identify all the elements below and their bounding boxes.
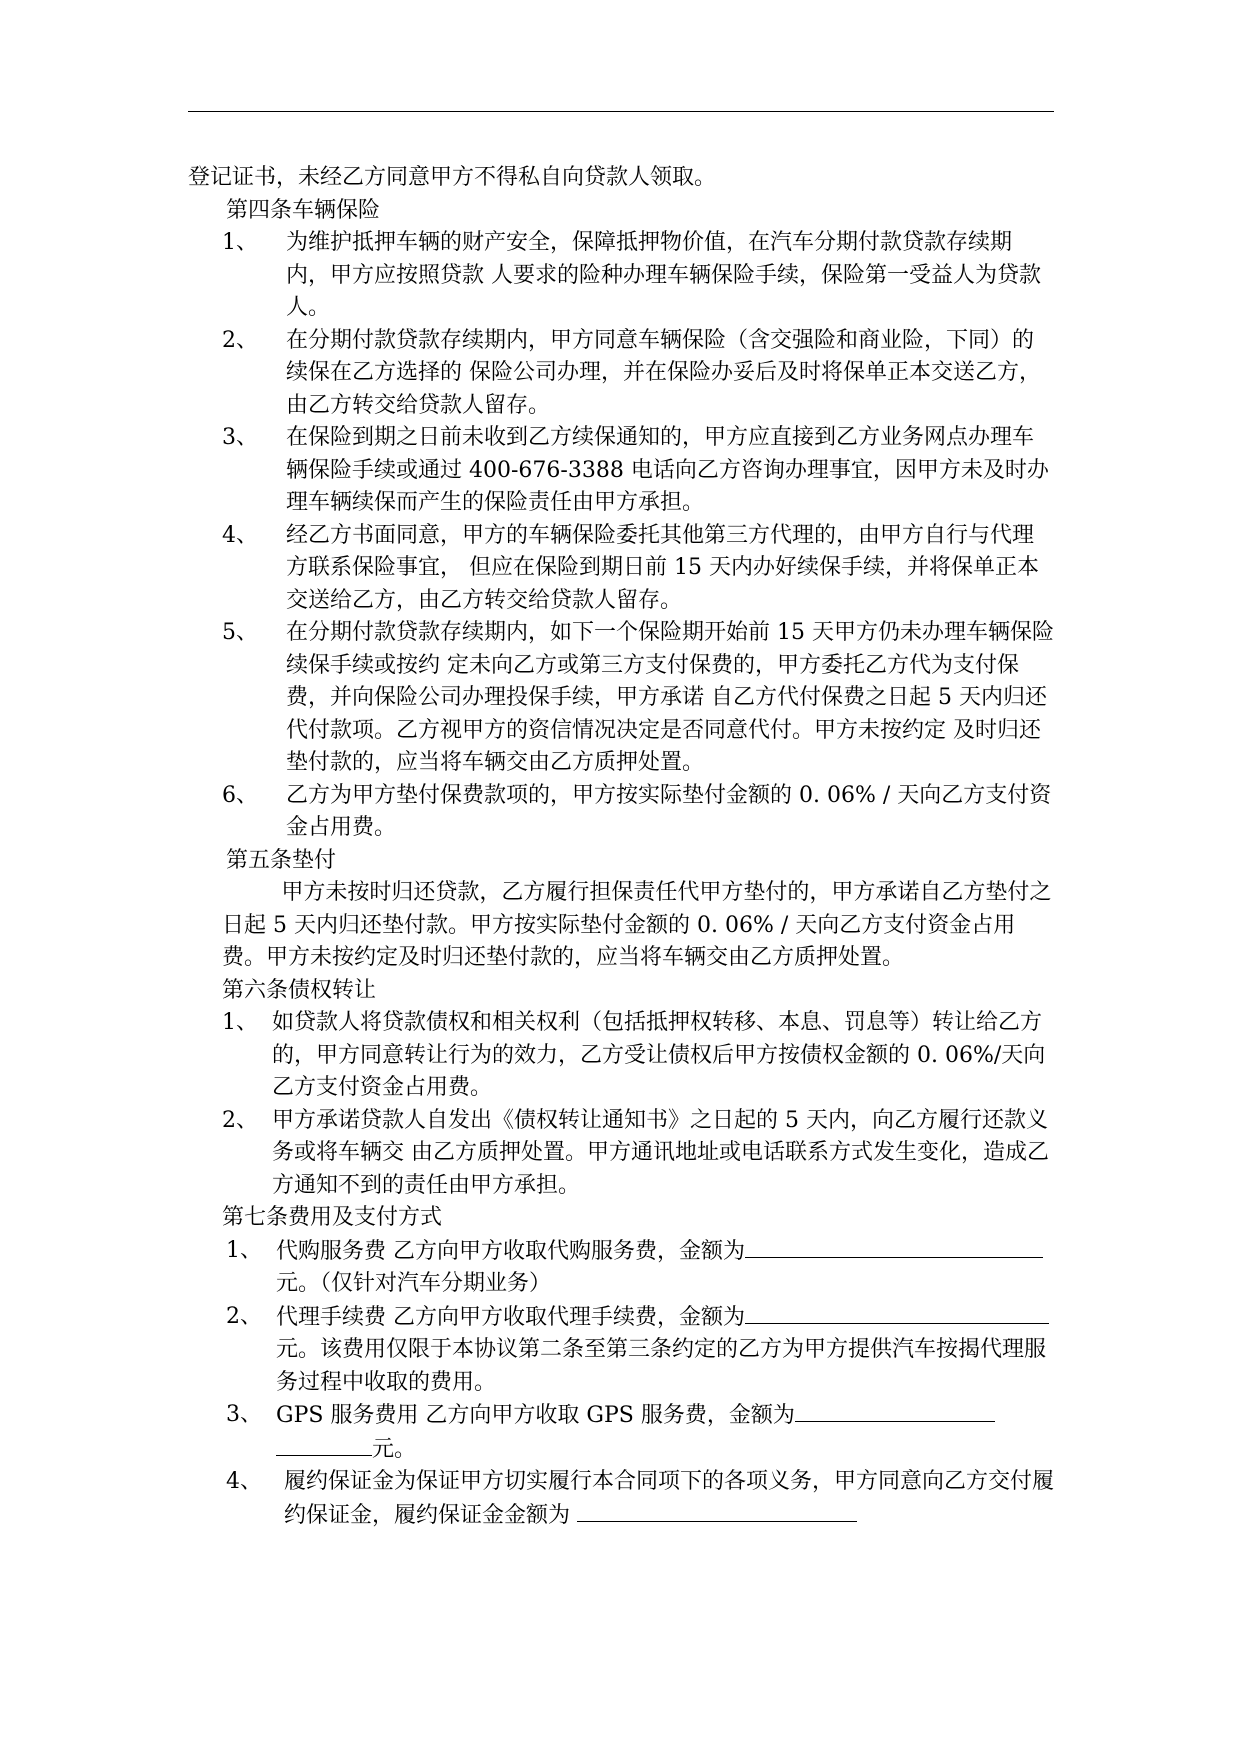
amount-blank: [745, 1301, 983, 1324]
list-item: [222, 1007, 1054, 1105]
item-number: 2、: [222, 1107, 258, 1133]
item-text: 如贷款人将贷款债权和相关权利（包括抵押权转移、本息、罚息等）转让给乙方的，甲方同意转让行为的效力，乙方受让债权后甲方按债权金额的 0. 06%/天向乙方支付资金占用费。: [272, 1010, 1046, 1100]
item-text: 为维护抵押车辆的财产安全，保障抵押物价值，在汽车分期付款贷款存续期内，甲方应按照贷款 人要求的险种办理车辆保险手续，保险第一受益人为贷款人。: [286, 230, 1041, 320]
article-7-list: [188, 1235, 1054, 1533]
item-text-post: 元。该费用仅限于本协议第二条至第三条约定的乙方为甲方提供汽车按揭代理服务过程中收取的费用。: [276, 1337, 1047, 1395]
item-text-pre: 代理手续费 乙方向甲方收取代理手续费，金额为: [276, 1304, 745, 1330]
list-item: [222, 780, 1054, 845]
item-number: 1、: [226, 1237, 262, 1263]
item-number: 1、: [222, 1010, 258, 1035]
item-text: 经乙方书面同意，甲方的车辆保险委托其他第三方代理的，由甲方自行与代理方联系保险事宜， 但应在保险到期日前 15 天内办好续保手续，并将保单正本交送给乙方，由乙方转交给贷款人留存。: [286, 522, 1039, 613]
amount-blank-cont: [983, 1235, 1043, 1258]
item-number: 4、: [226, 1469, 262, 1494]
item-number: 4、: [222, 522, 258, 548]
list-item: [222, 227, 1054, 325]
list-item: [222, 520, 1054, 618]
document-body: [188, 162, 1054, 1532]
article-4-title: 第四条车辆保险: [226, 197, 381, 223]
item-text-pre: GPS 服务费用 乙方向甲方收取 GPS 服务费，金额为: [276, 1403, 795, 1428]
item-text-pre: 代购服务费 乙方向甲方收取代购服务费，金额为: [276, 1238, 745, 1264]
item-text: [276, 1235, 1054, 1301]
article-4-list: [188, 227, 1054, 845]
list-item: [226, 1301, 1054, 1400]
item-text-pre: 履约保证金为保证甲方切实履行本合同项下的各项义务，甲方同意向乙方交付履约保证金，履约保证金金额为: [284, 1469, 1055, 1528]
item-text: [284, 1466, 1054, 1532]
list-item: [226, 1466, 1054, 1532]
item-text: 在分期付款贷款存续期内，甲方同意车辆保险（含交强险和商业险，下同）的续保在乙方选择的 保险公司办理，并在保险办妥后及时将保单正本交送乙方，由乙方转交给贷款人留存。: [286, 327, 1041, 418]
list-item: [226, 1235, 1054, 1301]
item-text: [276, 1301, 1054, 1400]
item-text: [276, 1399, 1054, 1466]
article-5-body: 甲方未按时归还贷款，乙方履行担保责任代甲方垫付的，甲方承诺自乙方垫付之日起 5 天内归还垫付款。甲方按实际垫付金额的 0. 06% / 天向乙方支付资金占用费。甲方未按约定及时归还垫付款的，应当将车辆交由乙方质押处置。: [222, 880, 1052, 970]
list-item: [222, 617, 1054, 780]
list-item: [222, 1105, 1054, 1203]
amount-blank-cont: [983, 1301, 1049, 1324]
item-text: 在保险到期之日前未收到乙方续保通知的，甲方应直接到乙方业务网点办理车辆保险手续或通过 400-676-3388 电话向乙方咨询办理事宜，因甲方未及时办理车辆续保而产生的保险责任由甲方承担。: [286, 425, 1049, 515]
article-7-title: 第七条费用及支付方式: [222, 1205, 443, 1230]
item-number: 2、: [222, 327, 258, 353]
item-number: 3、: [226, 1402, 262, 1427]
article-6-title: 第六条债权转让: [222, 977, 377, 1003]
header-rule: [188, 111, 1054, 112]
item-text: 乙方为甲方垫付保费款项的，甲方按实际垫付金额的 0. 06% / 天向乙方支付资金占用费。: [286, 782, 1052, 840]
list-item: [222, 422, 1054, 520]
opening-line: 登记证书，未经乙方同意甲方不得私自向贷款人领取。: [188, 165, 717, 190]
article-6-list: [188, 1007, 1054, 1202]
amount-blank-cont: [276, 1433, 372, 1456]
list-item: [226, 1399, 1054, 1466]
item-text: 甲方承诺贷款人自发出《债权转让通知书》之日起的 5 天内，向乙方履行还款义务或将车辆交 由乙方质押处置。甲方通讯地址或电话联系方式发生变化，造成乙方通知不到的责任由甲方承担。: [272, 1107, 1049, 1198]
item-number: 6、: [222, 782, 258, 808]
item-text: 在分期付款贷款存续期内，如下一个保险期开始前 15 天甲方仍未办理车辆保险续保手续或按约 定未向乙方或第三方支付保费的，甲方委托乙方代为支付保费，并向保险公司办理投保手续，甲方承诺 自乙方代付保费之日起 5 天内归还代付款项。乙方视甲方的资信情况决定是否同意代付。甲方未按约定 及时归还垫付款的，应当将车辆交由乙方质押处置。: [286, 620, 1054, 775]
amount-blank: [745, 1235, 983, 1258]
article-5-title: 第五条垫付: [226, 847, 337, 873]
list-item: [222, 325, 1054, 423]
item-text-post: 元。（仅针对汽车分期业务）: [276, 1271, 552, 1296]
item-number: 5、: [222, 620, 258, 645]
item-number: 2、: [226, 1303, 262, 1329]
item-number: 1、: [222, 230, 258, 255]
item-number: 3、: [222, 425, 258, 450]
amount-blank: [795, 1399, 995, 1422]
amount-blank: [577, 1499, 857, 1522]
item-text-post: 元。: [372, 1436, 417, 1462]
